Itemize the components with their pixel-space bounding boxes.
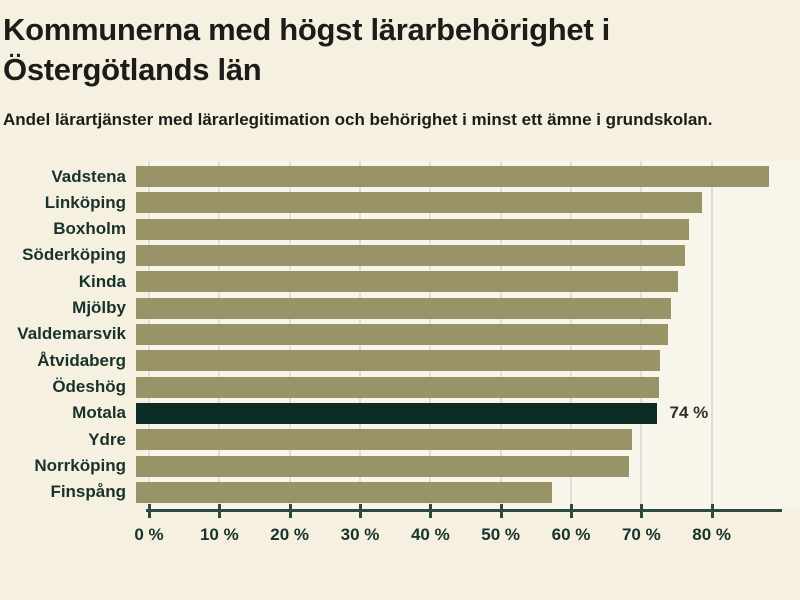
axis-tick xyxy=(289,504,292,518)
axis-tick-label: 70 % xyxy=(621,525,661,544)
category-label: Finspång xyxy=(50,482,126,502)
bar xyxy=(136,482,552,503)
category-label: Linköping xyxy=(44,192,126,212)
axis-tick xyxy=(218,504,221,518)
category-label: Vadstena xyxy=(51,166,126,186)
bar xyxy=(136,429,632,450)
bar xyxy=(136,377,659,398)
axis-tick-label: 30 % xyxy=(340,525,380,544)
bar xyxy=(136,192,702,213)
axis-tick-label: 20 % xyxy=(270,525,310,544)
axis-tick xyxy=(640,504,643,518)
axis-tick-label: 80 % xyxy=(692,525,732,544)
category-label: Ydre xyxy=(88,429,126,449)
chart-row xyxy=(3,350,800,371)
axis-tick-label: 10 % xyxy=(199,525,239,544)
category-label: Ödeshög xyxy=(52,377,126,397)
chart-row xyxy=(3,429,800,450)
axis-tick xyxy=(359,504,362,518)
bar xyxy=(136,324,668,345)
bar-rows xyxy=(3,161,800,509)
bar xyxy=(136,298,671,319)
bar xyxy=(136,456,629,477)
highlighted-bar xyxy=(136,403,657,424)
axis-tick xyxy=(148,504,151,518)
chart-row xyxy=(3,403,800,424)
bar xyxy=(136,219,689,240)
chart-row xyxy=(3,192,800,213)
chart-row xyxy=(3,166,800,187)
category-label: Åtvidaberg xyxy=(37,350,126,370)
axis-tick xyxy=(711,504,714,518)
chart-row xyxy=(3,298,800,319)
axis-tick xyxy=(570,504,573,518)
chart-subtitle: Andel lärartjänster med lärarlegitimation och behörighet i minst ett ämne i grundskolan. xyxy=(3,110,713,129)
chart-row xyxy=(3,482,800,503)
axis-tick-label: 40 % xyxy=(410,525,450,544)
axis-tick-label: 0 % xyxy=(134,525,164,544)
category-label: Boxholm xyxy=(53,219,126,239)
category-label: Kinda xyxy=(78,271,126,291)
category-label: Norrköping xyxy=(34,456,126,476)
bar xyxy=(136,350,660,371)
category-label: Söderköping xyxy=(22,245,126,265)
bar xyxy=(136,166,769,187)
axis-tick xyxy=(429,504,432,518)
chart-row xyxy=(3,456,800,477)
bar-value-label: 74 % xyxy=(669,403,709,423)
chart-title: Kommunerna med högst lärarbehörighet i Östergötlands län xyxy=(3,12,610,87)
chart-row xyxy=(3,271,800,292)
chart-row xyxy=(3,377,800,398)
bar-chart xyxy=(3,161,800,571)
axis-tick-label: 60 % xyxy=(551,525,591,544)
chart-row xyxy=(3,245,800,266)
category-label: Valdemarsvik xyxy=(17,324,126,344)
axis-tick-label: 50 % xyxy=(481,525,521,544)
chart-row xyxy=(3,324,800,345)
category-label: Mjölby xyxy=(72,298,126,318)
axis-tick xyxy=(500,504,503,518)
x-axis-line xyxy=(146,509,782,512)
chart-row xyxy=(3,219,800,240)
bar xyxy=(136,271,678,292)
bar xyxy=(136,245,685,266)
category-label: Motala xyxy=(72,403,126,423)
